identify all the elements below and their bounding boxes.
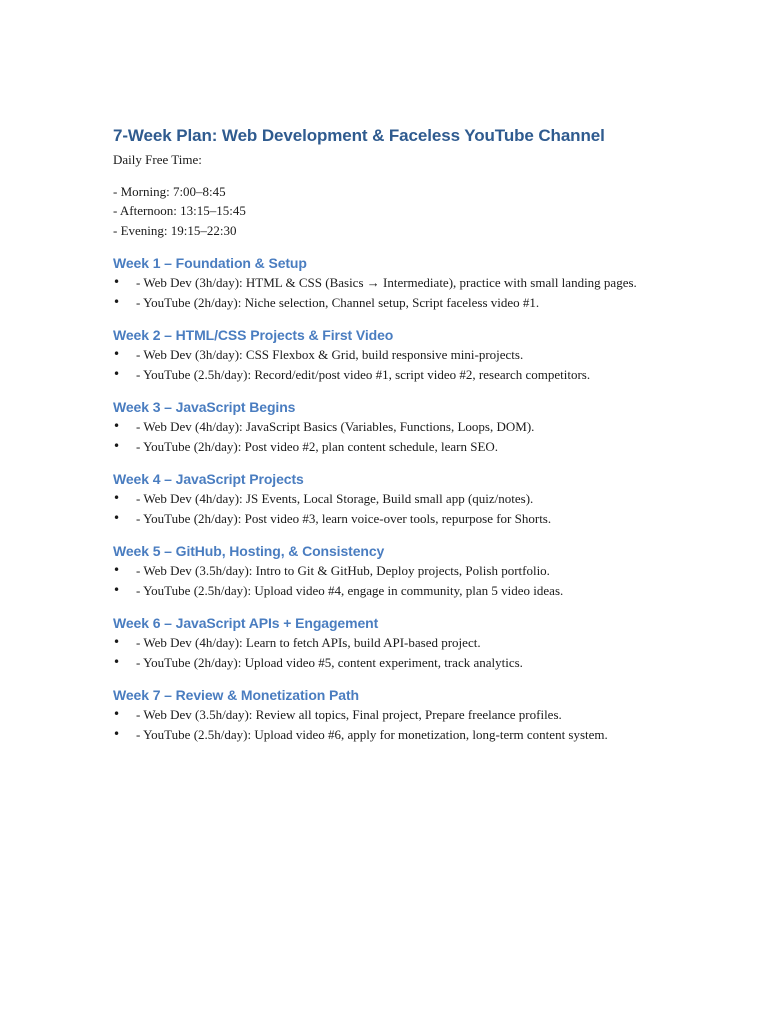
week-2-heading: Week 2 – HTML/CSS Projects & First Video (113, 327, 394, 343)
week-2-section (113, 325, 673, 384)
free-time-evening: - Evening: 19:15–22:30 (113, 222, 237, 238)
week-2-list (113, 345, 673, 384)
free-time-list (113, 182, 673, 241)
list-item-text: - Web Dev (3h/day): CSS Flexbox & Grid, build responsive mini-projects. (136, 347, 524, 362)
list-item-text: - YouTube (2.5h/day): Upload video #6, apply for monetization, long-term content system. (136, 726, 608, 742)
list-item (113, 653, 673, 673)
list-item (113, 437, 673, 457)
week-6-heading: Week 6 – JavaScript APIs + Engagement (113, 615, 379, 631)
bullet-icon: • (113, 635, 121, 649)
week-4-list (113, 489, 673, 528)
week-3-list (113, 417, 673, 456)
week-4-heading: Week 4 – JavaScript Projects (113, 471, 304, 487)
week-5-list (113, 561, 673, 600)
list-item (113, 489, 673, 509)
list-item-text: - YouTube (2h/day): Post video #2, plan content schedule, learn SEO. (136, 438, 499, 454)
free-time-afternoon: - Afternoon: 13:15–15:45 (113, 203, 246, 218)
bullet-icon: • (113, 294, 121, 309)
free-time-morning: - Morning: 7:00–8:45 (113, 183, 226, 199)
list-item-text: - Web Dev (3.5h/day): Intro to Git & GitHub, Deploy projects, Polish portfolio. (136, 563, 550, 578)
bullet-icon: • (113, 275, 121, 289)
week-7-section (113, 685, 673, 744)
bullet-icon: • (113, 582, 121, 597)
list-item (113, 581, 673, 601)
list-item (113, 509, 673, 529)
list-item (113, 633, 673, 653)
list-item (113, 345, 673, 365)
list-item (113, 725, 673, 745)
list-item-text: - Web Dev (4h/day): JS Events, Local Storage, Build small app (quiz/notes). (136, 491, 534, 506)
bullet-icon: • (113, 491, 121, 505)
page-title: 7-Week Plan: Web Development & Faceless YouTube Channel (113, 126, 605, 145)
week-3-section (113, 397, 673, 456)
bullet-icon: • (113, 654, 121, 669)
list-item (113, 561, 673, 581)
week-6-list (113, 633, 673, 672)
week-3-heading: Week 3 – JavaScript Begins (113, 399, 296, 415)
week-1-list (113, 273, 673, 312)
week-4-section (113, 469, 673, 528)
list-item-text: - Web Dev (4h/day): JavaScript Basics (Variables, Functions, Loops, DOM). (136, 419, 535, 434)
bullet-icon: • (113, 726, 121, 741)
bullet-icon: • (113, 510, 121, 525)
document-body (113, 124, 673, 744)
week-7-heading: Week 7 – Review & Monetization Path (113, 687, 359, 703)
list-item-text: - Web Dev (3.5h/day): Review all topics, Final project, Prepare freelance profiles. (136, 707, 562, 722)
list-item (113, 417, 673, 437)
bullet-icon: • (113, 438, 121, 453)
bullet-icon: • (113, 419, 121, 433)
list-item-text: - Web Dev (4h/day): Learn to fetch APIs, build API-based project. (136, 635, 481, 650)
list-item-text: - YouTube (2h/day): Upload video #5, content experiment, track analytics. (136, 654, 523, 670)
list-item-text: - YouTube (2h/day): Post video #3, learn voice-over tools, repurpose for Shorts. (136, 510, 552, 526)
list-item-text: - Web Dev (3h/day): HTML & CSS (Basics → Intermediate), practice with small landing pages. (136, 275, 637, 290)
week-6-section (113, 613, 673, 672)
week-1-section (113, 253, 673, 312)
list-item (113, 273, 673, 293)
week-7-list (113, 705, 673, 744)
list-item (113, 293, 673, 313)
daily-free-time-label: Daily Free Time: (113, 152, 202, 167)
week-1-heading: Week 1 – Foundation & Setup (113, 255, 307, 271)
list-item-text: - YouTube (2.5h/day): Upload video #4, engage in community, plan 5 video ideas. (136, 582, 564, 598)
week-5-section (113, 541, 673, 600)
bullet-icon: • (113, 563, 121, 577)
bullet-icon: • (113, 707, 121, 721)
list-item-text: - YouTube (2.5h/day): Record/edit/post video #1, script video #2, research competitors. (136, 366, 591, 382)
week-5-heading: Week 5 – GitHub, Hosting, & Consistency (113, 543, 385, 559)
bullet-icon: • (113, 347, 121, 361)
list-item-text: - YouTube (2h/day): Niche selection, Channel setup, Script faceless video #1. (136, 294, 540, 310)
list-item (113, 365, 673, 385)
list-item (113, 705, 673, 725)
bullet-icon: • (113, 366, 121, 381)
